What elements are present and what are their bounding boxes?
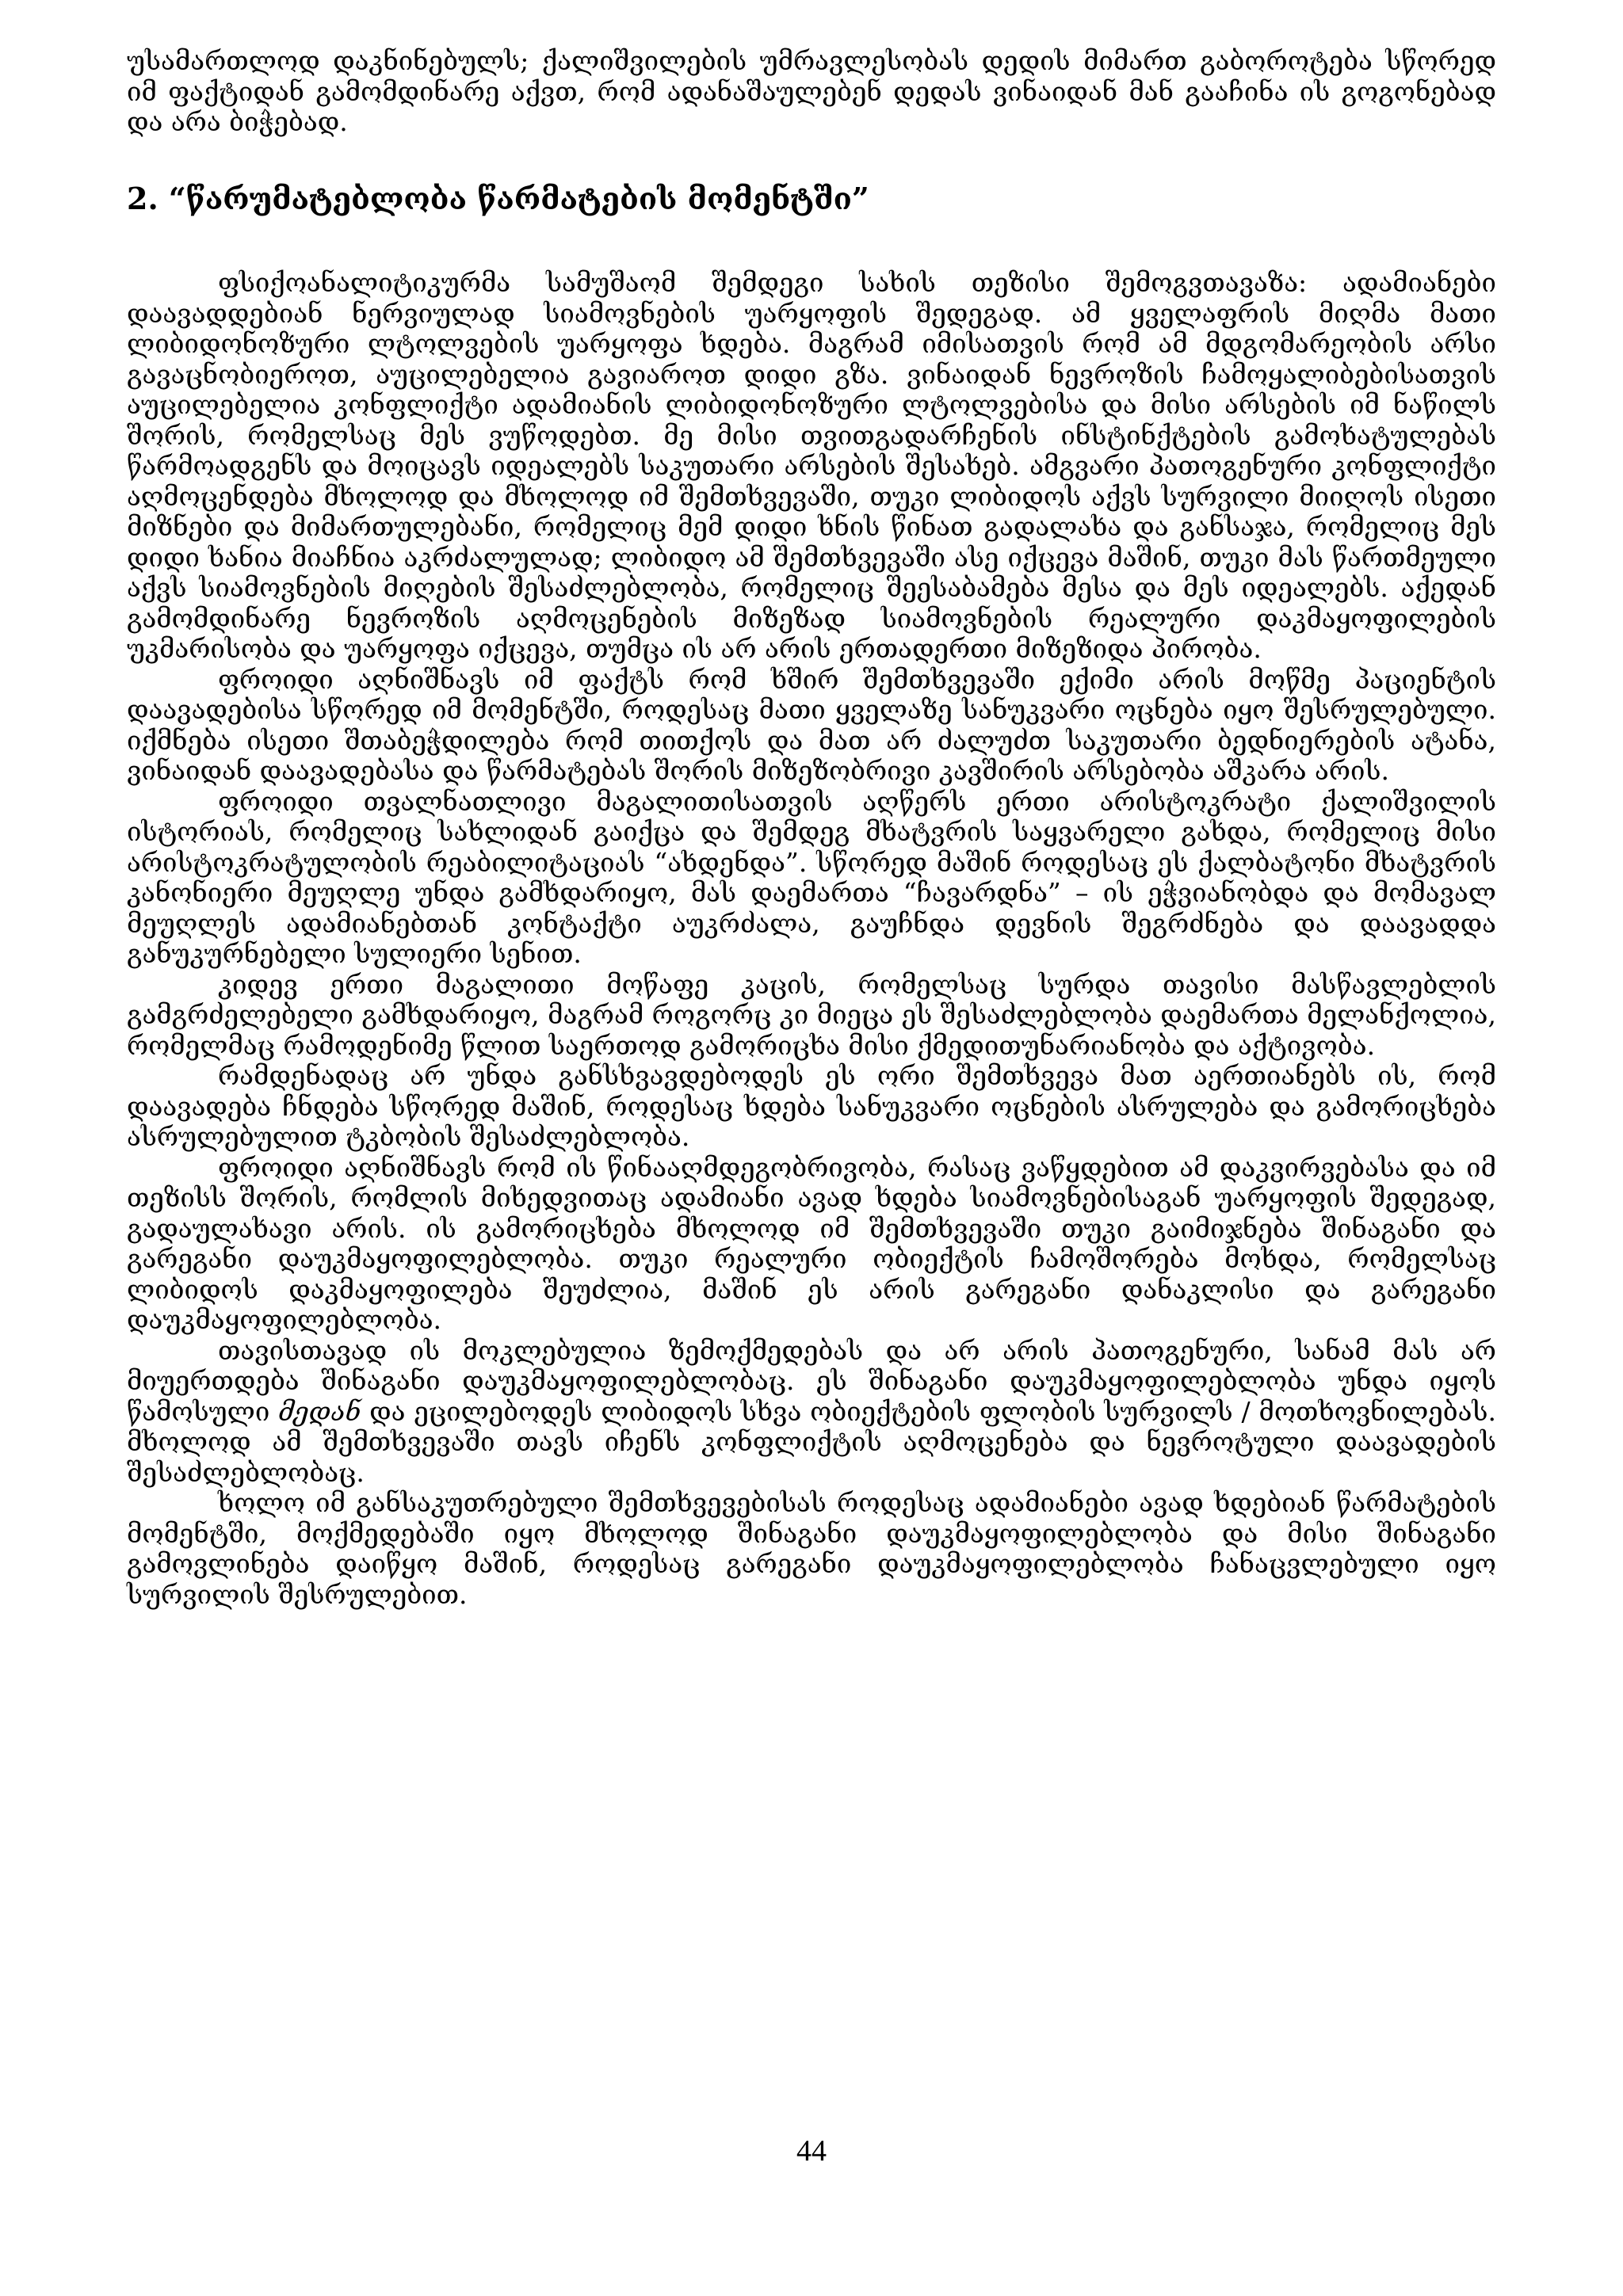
text-run: და ეცილებოდეს ლიბიდოს სხვა ობიექტების ფლობის სურვილს / მოთხოვნილებას. მხოლოდ ამ შემთხვევაში თავს იჩენს კონფლიქტის აღმოცენება და ნევროტული დაავადების შესაძლებლობაც. <box>127 1395 1496 1488</box>
body-paragraph <box>127 1336 1496 1489</box>
section-heading: 2. “წარუმატებლობა წარმატების მომენტში” <box>127 180 869 216</box>
body-paragraph: ფროიდი აღნიშნავს რომ ის წინააღმდეგობრივობა, რასაც ვაწყდებით ამ დაკვირვებასა და იმ თეზისს შორის, რომლის მიხედვითაც ადამიანი ავად ხდება სიამოვნებისაგან უარყოფის შედეგად, გადაულახავი არის. ის გამორიცხება მხოლოდ იმ შემთხვევაში თუკი გაიმიჯნება შინაგანი და გარეგანი დაუკმაყოფილებლობა. თუკი რეალური ობიექტის ჩამოშორება მოხდა, რომელსაც ლიბიდოს დაკმაყოფილება შეუძლია, მაშინ ეს არის გარეგანი დანაკლისი და გარეგანი დაუკმაყოფილებლობა. <box>127 1151 1496 1335</box>
body-paragraph: ხოლო იმ განსაკუთრებული შემთხვევებისას როდესაც ადამიანები ავად ხდებიან წარმატების მომენტში, მოქმედებაში იყო მხოლოდ შინაგანი დაუკმაყოფილებლობა და მისი შინაგანი გამოვლინება დაიწყო მაშინ, როდესაც გარეგანი დაუკმაყოფილებლობა ჩანაცვლებული იყო სურვილის შესრულებით. <box>127 1487 1496 1610</box>
italic-term: მედან <box>278 1395 361 1427</box>
body-paragraph: ფროიდი თვალნათლივი მაგალითისათვის აღწერს ერთი არისტოკრატი ქალიშვილის ისტორიას, რომელიც სახლიდან გაიქცა და შემდეგ მხატვრის საყვარელი გახდა, რომელიც მისი არისტოკრატულობის რეაბილიტაციას “ახდენდა”. სწორედ მაშინ როდესაც ეს ქალბატონი მხატვრის კანონიერი მეუღლე უნდა გამხდარიყო, მას დაემართა “ჩავარდნა” – ის ეჭვიანობდა და მომავალ მეუღლეს ადამიანებთან კონტაქტი აუკრძალა, გაუჩნდა დევნის შეგრძნება და დაავადდა განუკურნებელი სულიერი სენით. <box>127 785 1496 969</box>
text-run: თავისთავად ის მოკლებულია ზემოქმედებას და არ არის პათოგენური, სანამ მას არ მიუერთდება შინაგანი დაუკმაყოფილებლობაც. ეს შინაგანი დაუკმაყოფილებლობა უნდა იყოს წამოსული <box>127 1334 1496 1427</box>
document-page <box>127 46 1496 1610</box>
body-paragraph: რამდენადაც არ უნდა განსხვავდებოდეს ეს ორი შემთხვევა მათ აერთიანებს ის, რომ დაავადება ჩნდება სწორედ მაშინ, როდესაც ხდება სანუკვარი ოცნების ასრულება და გამორიცხება ასრულებულით ტკბობის შესაძლებლობა. <box>127 1060 1496 1152</box>
body-paragraph: ფროიდი აღნიშნავს იმ ფაქტს რომ ხშირ შემთხვევაში ექიმი არის მოწმე პაციენტის დაავადებისა სწორედ იმ მომენტში, როდესაც მათი ყველაზე სანუკვარი ოცნება იყო შესრულებული. იქმნება ისეთი შთაბეჭდილება რომ თითქოს და მათ არ ძალუძთ საკუთარი ბედნიერების ატანა, ვინაიდან დაავადებასა და წარმატებას შორის მიზეზობრივი კავშირის არსებობა აშკარა არის. <box>127 663 1496 786</box>
intro-paragraph: უსამართლოდ დაკნინებულს; ქალიშვილების უმრავლესობას დედის მიმართ გაბოროტება სწორედ იმ ფაქტიდან გამომდინარე აქვთ, რომ ადანაშაულებენ დედას ვინაიდან მან გააჩინა ის გოგონებად და არა ბიჭებად. <box>127 45 1496 137</box>
body-paragraph: ფსიქოანალიტიკურმა სამუშაომ შემდეგი სახის თეზისი შემოგვთავაზა: ადამიანები დაავადდებიან ნერვიულად სიამოვნების უარყოფის შედეგად. ამ ყველაფრის მიღმა მათი ლიბიდონოზური ლტოლვების უარყოფა ხდება. მაგრამ იმისათვის რომ ამ მდგომარეობის არსი გავაცნობიეროთ, აუცილებელია გავიაროთ დიდი გზა. ვინაიდან ნევროზის ჩამოყალიბებისათვის აუცილებელია კონფლიქტი ადამიანის ლიბიდონოზური ლტოლვებისა და მისი არსების იმ ნაწილს შორის, რომელსაც მეს ვუწოდებთ. მე მისი თვითგადარჩენის ინსტინქტების გამოხატულებას წარმოადგენს და მოიცავს იდეალებს საკუთარი არსების შესახებ. ამგვარი პათოგენური კონფლიქტი აღმოცენდება მხოლოდ და მხოლოდ იმ შემთხვევაში, თუკი ლიბიდოს აქვს სურვილი მიიღოს ისეთი მიზნები და მიმართულებანი, რომელიც მემ დიდი ხნის წინათ გადალახა და განსაჯა, რომელიც მეს დიდი ხანია მიაჩნია აკრძალულად; ლიბიდო ამ შემთხვევაში ასე იქცევა მაშინ, თუკი მას წართმეული აქვს სიამოვნების მიღების შესაძლებლობა, რომელიც შეესაბამება მესა და მეს იდეალებს. აქედან გამომდინარე ნევროზის აღმოცენების მიზეზად სიამოვნების რეალური დაკმაყოფილების უკმარისობა და უარყოფა იქცევა, თუმცა ის არ არის ერთადერთი მიზეზიდა პირობა. <box>127 267 1496 664</box>
body-paragraph: კიდევ ერთი მაგალითი მოწაფე კაცის, რომელსაც სურდა თავისი მასწავლებლის გამგრძელებელი გამხდარიყო, მაგრამ როგორც კი მიეცა ეს შესაძლებლობა დაემართა მელანქოლია, რომელმაც რამოდენიმე წლით საერთოდ გამორიცხა მისი ქმედითუნარიანობა და აქტივობა. <box>127 968 1496 1061</box>
page-number: 44 <box>796 2134 827 2168</box>
